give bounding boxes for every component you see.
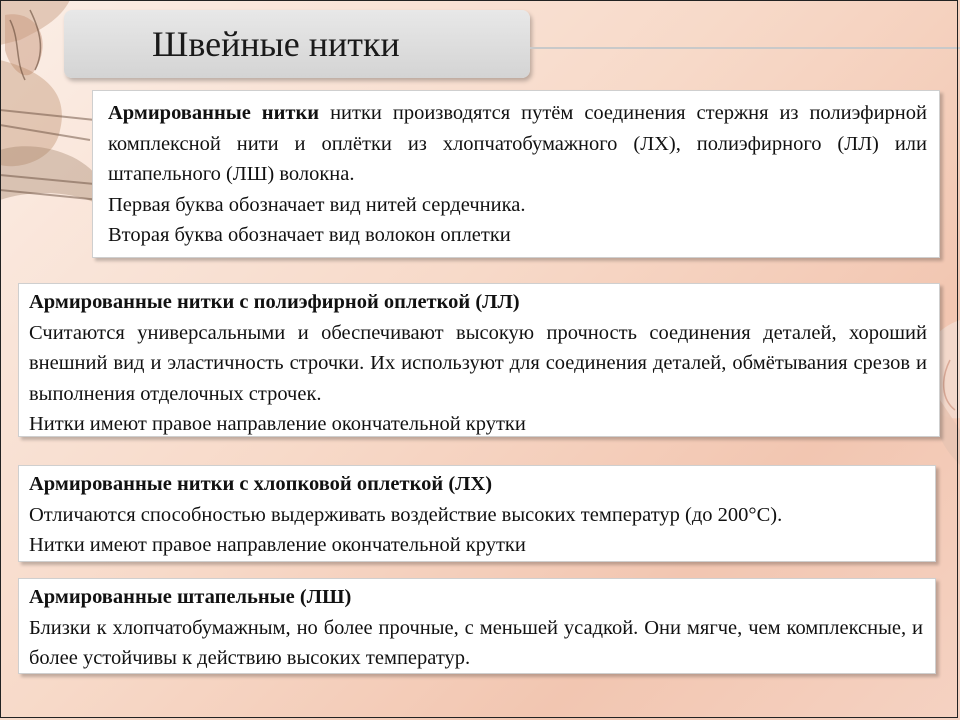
lh-twist-note: Нитки имеют правое направление окончательной крутки [29, 534, 526, 556]
intro-lead: Армированные нитки [108, 102, 320, 124]
intro-text: нитки производятся путём соединения стержня из полиэфирной комплексной нити и оплётки из хлопчатобумажного (ЛХ), полиэфирного (ЛЛ) или штапельного (ЛШ) волокна. [108, 102, 927, 185]
intro-paragraph [108, 98, 927, 190]
intro-line-2: Первая буква обозначает вид нитей сердечника. [108, 193, 526, 216]
ll-twist-note: Нитки имеют правое направление окончательной крутки [29, 413, 526, 435]
lsh-description: Близки к хлопчатобумажным, но более прочные, с меньшей усадкой. Они мягче, чем комплексные, и более устойчивы к действию высоких температур. [29, 616, 923, 669]
ll-thread-box [18, 283, 940, 437]
ll-description: Считаются универсальными и обеспечивают высокую прочность соединения деталей, хороший внешний вид и эластичность строчки. Их используют для соединения деталей, обмётывания срезов и выполнения отделочных строчек. [29, 321, 927, 405]
intro-box [92, 90, 940, 258]
lh-thread-box [18, 465, 936, 562]
lsh-heading: Армированные штапельные (ЛШ) [29, 586, 352, 608]
lh-description: Отличаются способностью выдерживать воздействие высоких температур (до 200°С). [29, 503, 783, 526]
title-bar [64, 10, 530, 78]
title-divider [530, 47, 960, 49]
ll-heading: Армированные нитки с полиэфирной оплеткой (ЛЛ) [29, 291, 520, 313]
page-title: Швейные нитки [152, 24, 400, 64]
lh-heading: Армированные нитки с хлопковой оплеткой (ЛХ) [29, 473, 493, 495]
intro-line-3: Вторая буква обозначает вид волокон оплетки [108, 224, 511, 246]
lsh-thread-box [18, 578, 936, 674]
